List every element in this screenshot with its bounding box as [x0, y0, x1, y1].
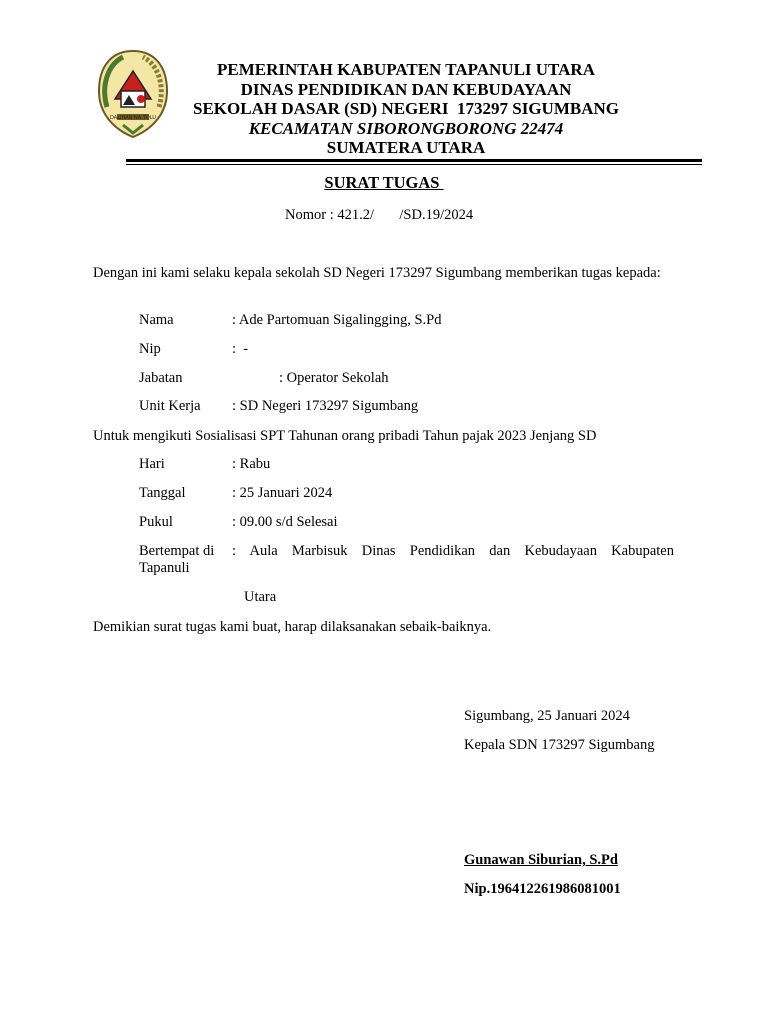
label-nama: Nama [139, 312, 174, 328]
value-nama: : Ade Partomuan Sigalingging, S.Pd [232, 312, 442, 328]
label-jabatan: Jabatan [139, 370, 183, 386]
header-province: SUMATERA UTARA [326, 138, 486, 157]
value-hari: : Rabu [232, 456, 271, 472]
closing-paragraph: Demikian surat tugas kami buat, harap dilaksanakan sebaik-baiknya. [93, 619, 492, 635]
label-nip: Nip [139, 341, 161, 357]
label-tanggal: Tanggal [139, 485, 186, 501]
header-divider-thick [126, 159, 702, 162]
value-jabatan: : Operator Sekolah [279, 370, 389, 386]
label-bertempat: Bertempat di [139, 543, 215, 559]
header-district: KECAMATAN SIBORONGBORONG 22474 [248, 118, 564, 138]
label-hari: Hari [139, 456, 165, 472]
value-bertempat-cont2: Utara [244, 589, 277, 605]
value-bertempat: : Aula Marbisuk Dinas Pendidikan dan Kebudayaan Kabupaten [232, 543, 674, 559]
value-pukul: : 09.00 s/d Selesai [232, 514, 338, 530]
signature-position: Kepala SDN 173297 Sigumbang [464, 737, 655, 753]
header-department: DINAS PENDIDIKAN DAN KEBUDAYAAN [240, 79, 572, 99]
signature-place-date: Sigumbang, 25 Januari 2024 [464, 708, 630, 724]
label-pukul: Pukul [139, 514, 173, 530]
letterhead [140, 60, 672, 158]
signature-nip: Nip.196412261986081001 [464, 881, 621, 897]
header-school: SEKOLAH DASAR (SD) NEGERI 173297 SIGUMBANG [193, 99, 619, 118]
value-nip: : - [232, 341, 249, 357]
intro-paragraph: Dengan ini kami selaku kepala sekolah SD Negeri 173297 Sigumbang memberikan tugas kepada: [93, 265, 661, 281]
header-government: PEMERINTAH KABUPATEN TAPANULI UTARA [217, 60, 595, 79]
value-bertempat-cont: Tapanuli [139, 560, 190, 576]
label-unit-kerja: Unit Kerja [139, 398, 201, 414]
purpose-paragraph: Untuk mengikuti Sosialisasi SPT Tahunan orang pribadi Tahun pajak 2023 Jenjang SD [93, 428, 597, 444]
document-title: SURAT TUGAS [324, 173, 444, 192]
value-unit-kerja: : SD Negeri 173297 Sigumbang [232, 398, 419, 414]
document-number: Nomor : 421.2/ /SD.19/2024 [285, 207, 474, 223]
value-tanggal: : 25 Januari 2024 [232, 485, 333, 501]
header-divider-thin [126, 164, 702, 165]
svg-text:DALIHAN NA TOLU: DALIHAN NA TOLU [110, 115, 156, 121]
signature-name: Gunawan Siburian, S.Pd [464, 852, 618, 868]
